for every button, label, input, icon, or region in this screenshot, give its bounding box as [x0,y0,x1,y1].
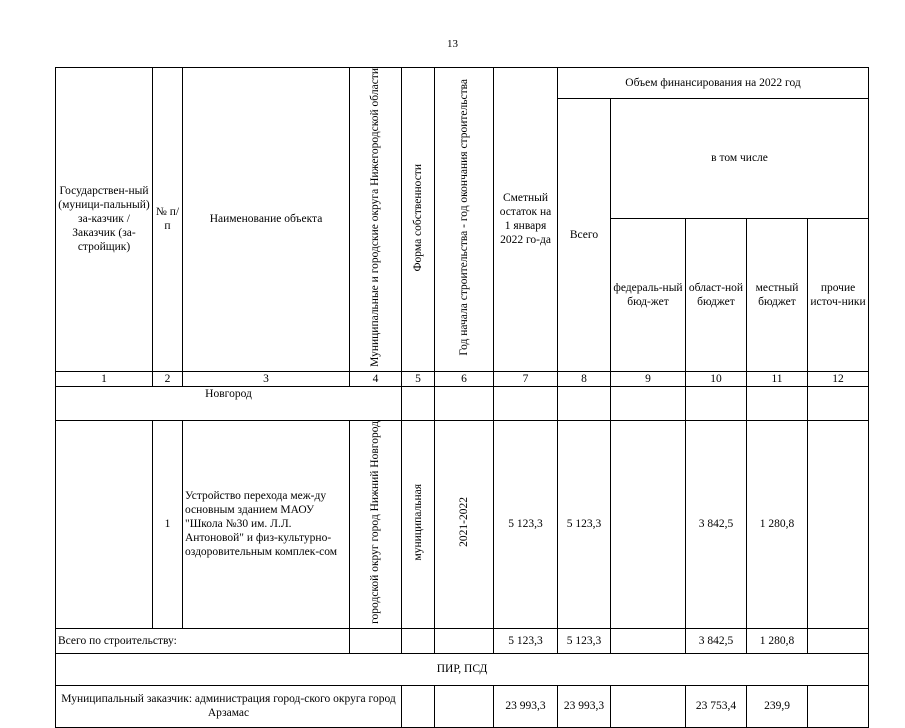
header-number: № п/п [153,68,183,372]
subtotal-label: Всего по строительству: [56,628,350,653]
customer-row [56,685,869,727]
customer-total: 23 993,3 [558,685,611,727]
page-number: 13 [447,38,458,50]
header-local: местный бюджет [747,218,808,371]
section-row [56,653,869,685]
subtotal-row [56,628,869,653]
item-estimate: 5 123,3 [494,420,558,628]
col-num-2: 2 [153,371,183,386]
item-district [350,420,402,628]
customer-label: Муниципальный заказчик: администрация город-ского округа город Арзамас [56,685,402,727]
col-num-3: 3 [183,371,350,386]
col-num-5: 5 [402,371,435,386]
item-number: 1 [153,420,183,628]
customer-local: 239,9 [747,685,808,727]
financing-table [55,67,869,728]
item-other [808,420,869,628]
header-regional: област-ной бюджет [686,218,747,371]
item-name: Устройство перехода меж-ду основным зданием МАОУ "Школа №30 им. Л.Л. Антоновой" и физ-культурно-оздоровительным комплек-сом [183,420,350,628]
header-total: Всего [558,99,611,372]
item-district-text: городской округ город Нижний Новгород [369,420,381,624]
item-regional: 3 842,5 [686,420,747,628]
col-num-11: 11 [747,371,808,386]
customer-estimate: 23 993,3 [494,685,558,727]
header-funding: Объем финансирования на 2022 год [558,68,869,99]
header-years-text: Год начала строительства - год окончания строительства [457,79,470,356]
col-num-7: 7 [494,371,558,386]
item-years [435,420,494,628]
header-ownership [402,68,435,372]
city-row [56,386,869,420]
col-num-4: 4 [350,371,402,386]
header-estimate: Сметный остаток на 1 января 2022 го-да [494,68,558,372]
item-ownership-text: муниципальная [411,484,424,561]
header-including: в том числе [611,99,869,219]
col-num-1: 1 [56,371,153,386]
col-num-10: 10 [686,371,747,386]
customer-regional: 23 753,4 [686,685,747,727]
header-customer: Государствен-ный (муници-пальный) за-казчик / Заказчик (за-стройщик) [56,68,153,372]
city-label: Новгород [56,386,402,420]
item-local: 1 280,8 [747,420,808,628]
table-row [56,420,869,628]
col-num-8: 8 [558,371,611,386]
header-years [435,68,494,372]
col-num-12: 12 [808,371,869,386]
item-total: 5 123,3 [558,420,611,628]
col-num-6: 6 [435,371,494,386]
subtotal-local: 1 280,8 [747,628,808,653]
column-number-row [56,371,869,386]
header-federal: федераль-ный бюд-жет [611,218,686,371]
item-years-text: 2021-2022 [457,497,470,548]
subtotal-estimate: 5 123,3 [494,628,558,653]
header-district [350,68,402,372]
header-object-name: Наименование объекта [183,68,350,372]
col-num-9: 9 [611,371,686,386]
subtotal-regional: 3 842,5 [686,628,747,653]
item-ownership [402,420,435,628]
item-federal [611,420,686,628]
header-other: прочие источ-ники [808,218,869,371]
header-ownership-text: Форма собственности [411,163,424,272]
subtotal-total: 5 123,3 [558,628,611,653]
header-district-text: Муниципальные и городские округа Нижегородской области [369,68,381,367]
section-title: ПИР, ПСД [56,653,869,685]
